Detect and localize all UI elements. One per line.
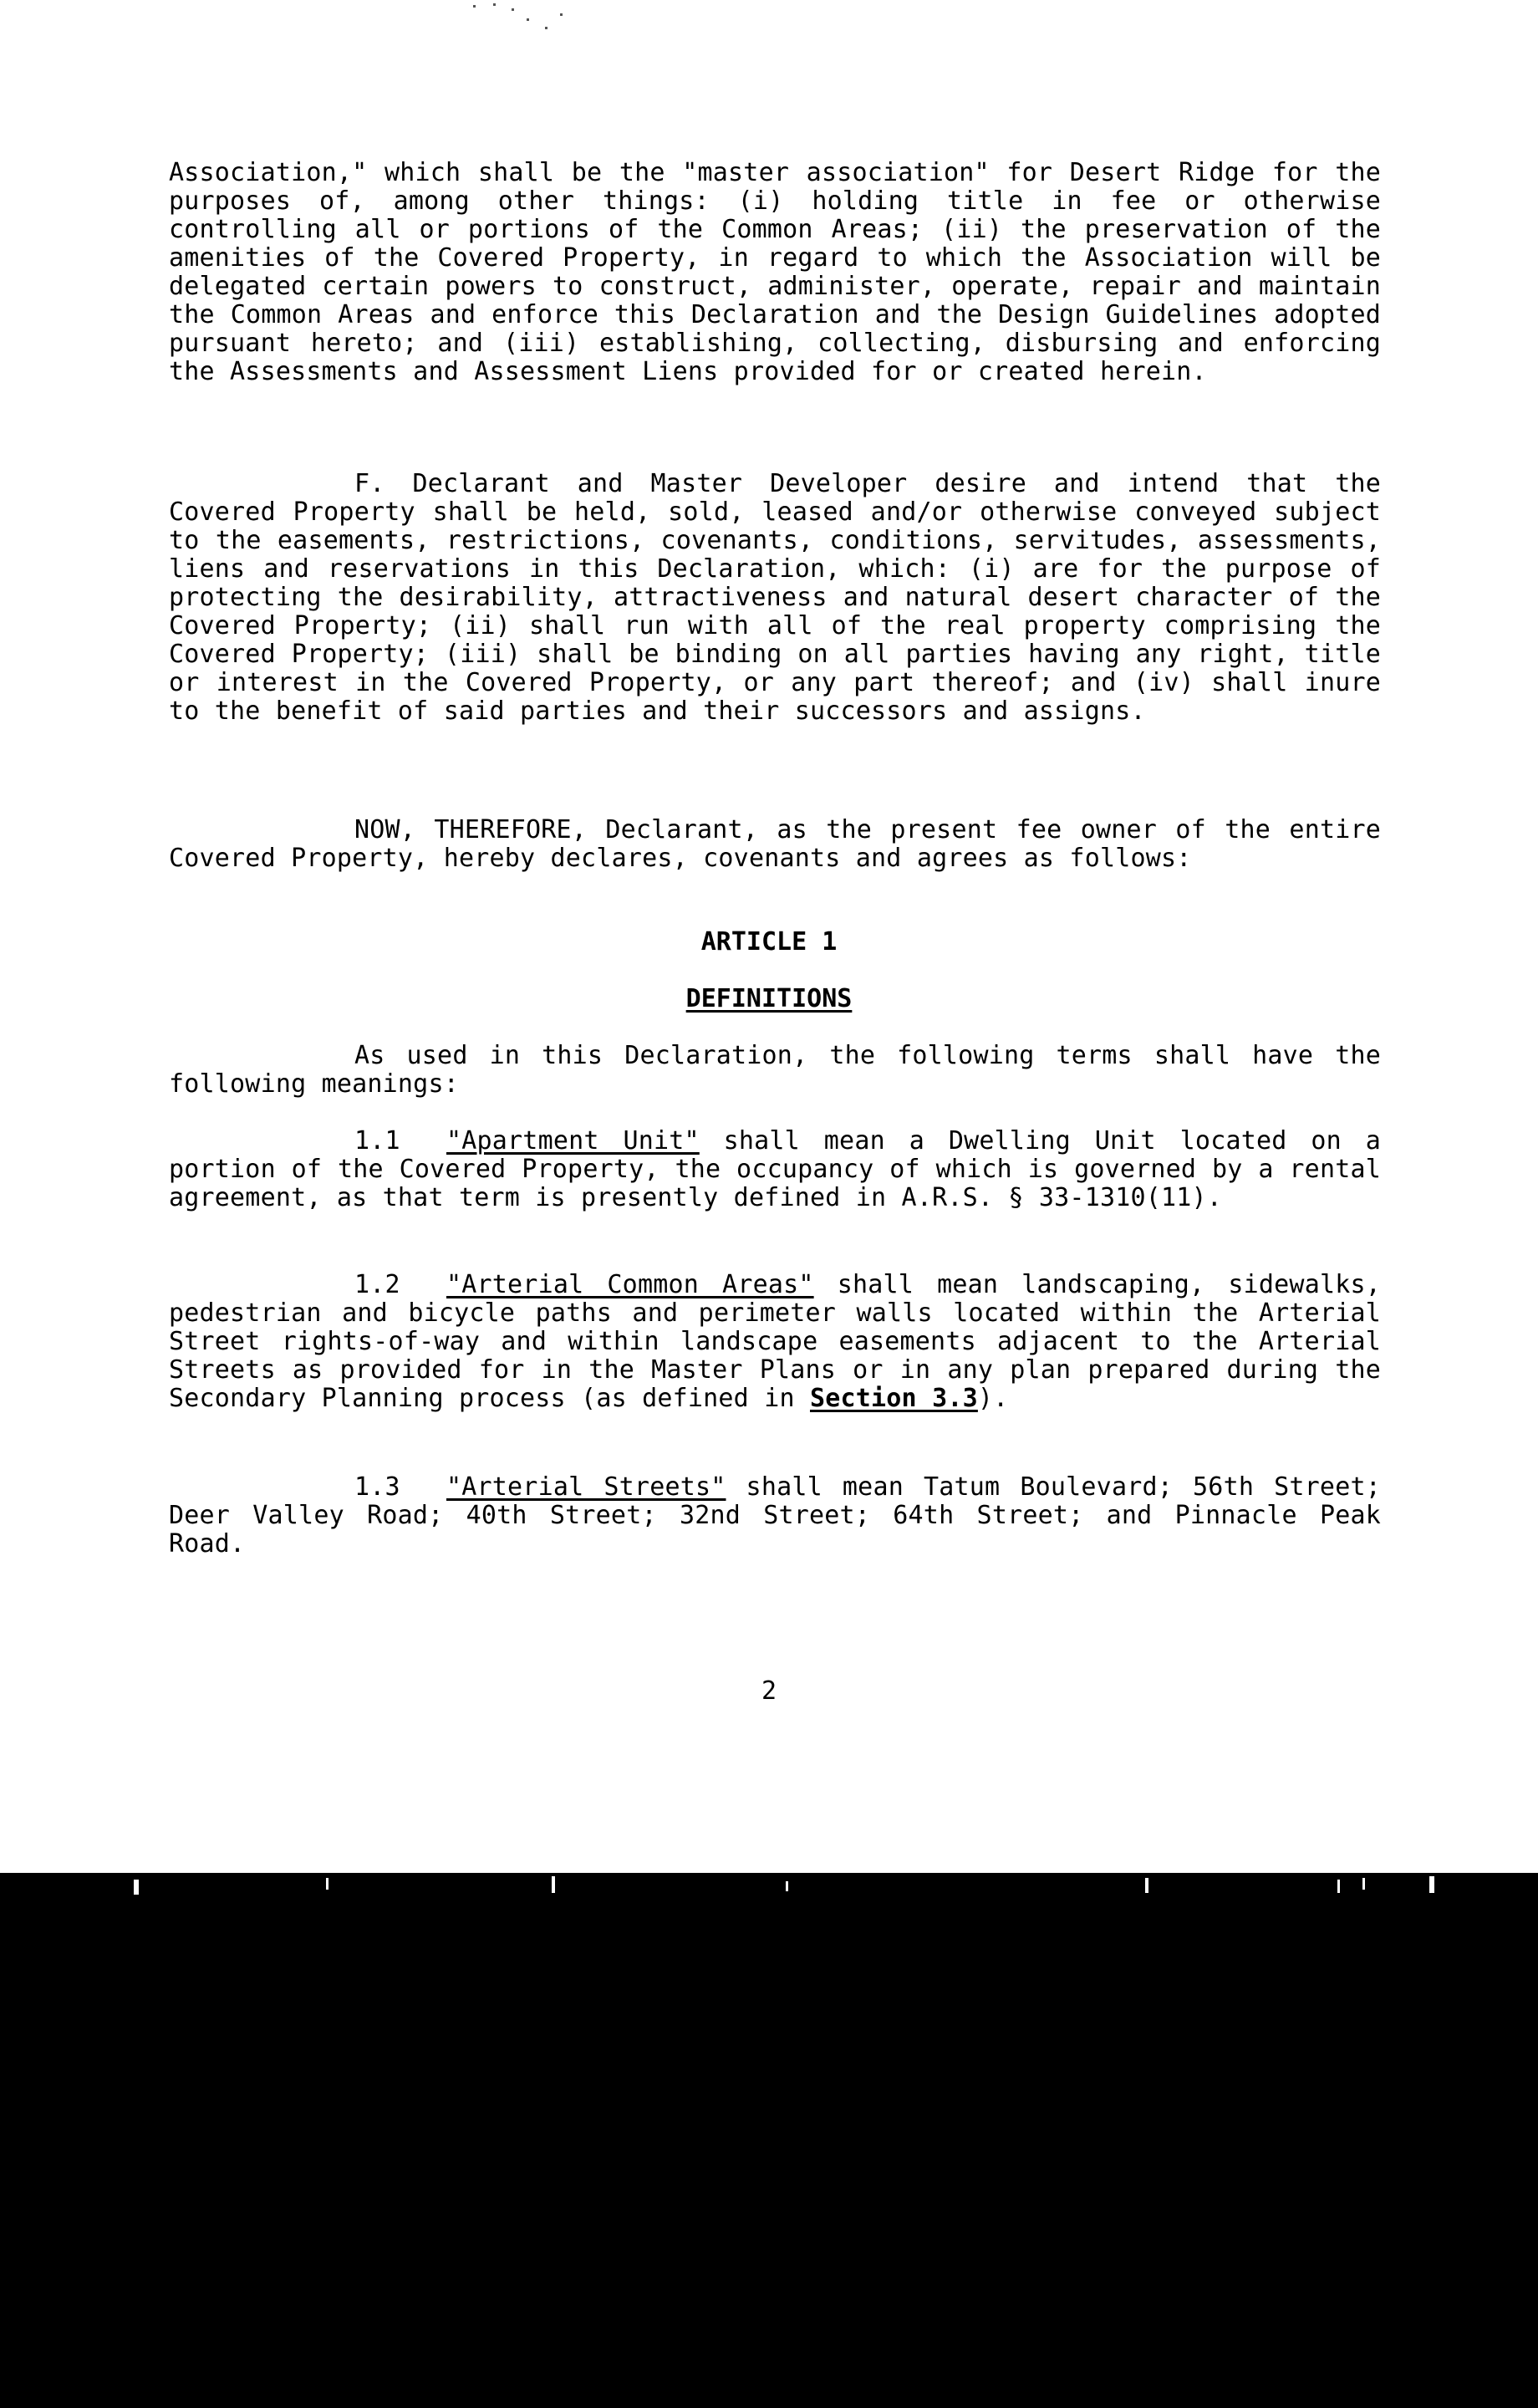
definition-number: 1.2 — [354, 1270, 400, 1299]
scan-border — [0, 1873, 1538, 2408]
definition-text: shall mean landscaping, sidewalks, pedestrian and bicycle paths and perimeter walls located within the Arterial Street rights-of-way and within landscape easements adjacent to the Arterial Streets as provided for in the Master Plans or in any plan prepared during the Secondary Planning process (as defined in — [169, 1270, 1381, 1413]
definitions-heading-wrap — [0, 985, 1538, 1013]
definition-number: 1.1 — [354, 1126, 400, 1156]
scan-specks — [468, 2, 568, 35]
definition-text-end: ). — [977, 1384, 1009, 1413]
definition-1-1 — [169, 1127, 1381, 1212]
paragraph-f: F. Declarant and Master Developer desire and intend that the Covered Property shall be held, sold, leased and/or otherwise conveyed subject to the easements, restrictions, covenants, conditions, servitudes, assessments, liens and reservations in this Declaration, which: (i) are for the purpose of protecting the desirability, attractiveness and natural desert character of the Covered Property; (ii) shall run with all of the real property comprising the Covered Property; (iii) shall be binding on all parties having any right, title or interest in the Covered Property, or any part thereof; and (iv) shall inure to the benefit of said parties and their successors and assigns. — [169, 469, 1381, 726]
article-heading: ARTICLE 1 — [700, 927, 838, 957]
definition-text: shall mean Tatum Boulevard; 56th Street; Deer Valley Road; 40th Street; 32nd Street; 64th Street; and Pinnacle Peak Road. — [169, 1472, 1381, 1559]
definition-number: 1.3 — [354, 1472, 400, 1502]
section-reference: Section 3.3 — [809, 1384, 978, 1413]
definition-text: shall mean a Dwelling Unit located on a portion of the Covered Property, the occupancy of which is governed by a rental agreement, as that term is presently defined in A.R.S. § 33-1310(11). — [169, 1126, 1381, 1212]
definition-1-2 — [169, 1271, 1381, 1413]
defined-term: "Arterial Common Areas" — [446, 1270, 814, 1299]
paragraph-e-continuation: Association," which shall be the "master association" for Desert Ridge for the purposes of, among other things: (i) holding title in fee or otherwise controlling all or portions of the Common Areas; (ii) the preservation of the amenities of the Covered Property, in regard to which the Association will be delegated certain powers to construct, administer, operate, repair and maintain the Common Areas and enforce this Declaration and the Design Guidelines adopted pursuant hereto; and (iii) establishing, collecting, disbursing and enforcing the Assessments and Assessment Liens provided for or created herein. — [169, 158, 1381, 386]
definitions-intro: As used in this Declaration, the following terms shall have the following meanings: — [169, 1041, 1381, 1099]
defined-term: "Arterial Streets" — [446, 1472, 726, 1502]
defined-term: "Apartment Unit" — [446, 1126, 700, 1156]
definitions-heading: DEFINITIONS — [685, 984, 853, 1013]
definition-1-3 — [169, 1473, 1381, 1559]
paragraph-now-therefore: NOW, THEREFORE, Declarant, as the present fee owner of the entire Covered Property, hereby declares, covenants and agrees as follows: — [169, 815, 1381, 873]
page-number: 2 — [761, 1676, 777, 1706]
